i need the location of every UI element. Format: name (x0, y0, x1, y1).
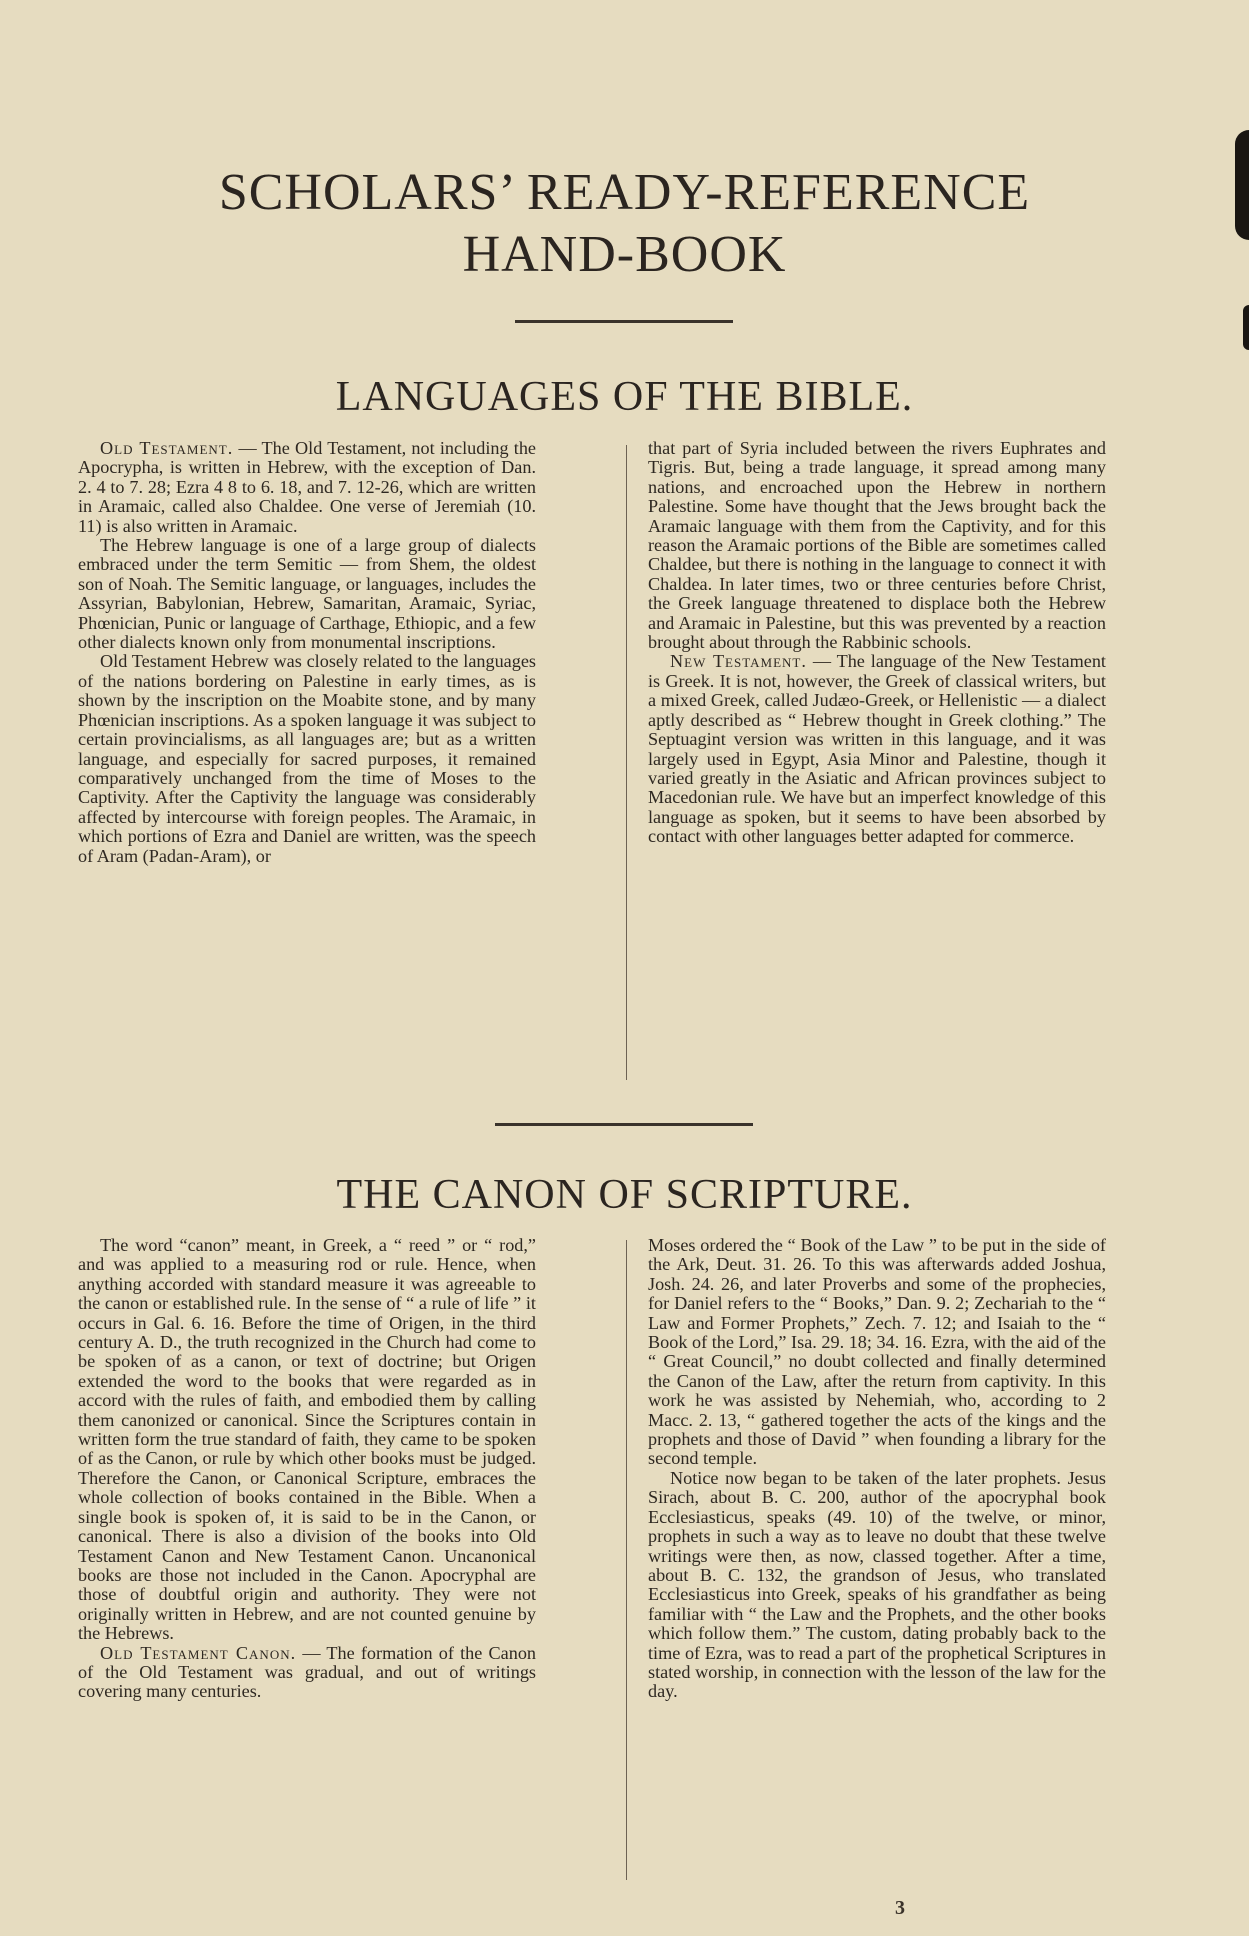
paragraph-lead: Old Testament. (100, 438, 234, 458)
paragraph-text: The Hebrew language is one of a large group of dialects embraced under the term Semitic — from Shem, the oldest son of Noah. The Semitic language, or languages, includes the Assyrian, Babylonian, Hebrew, Samaritan, Aramaic, Syriac, Phœnician, Punic or language of Carthage, Ethiopic, and a few other dialects known only from monumental inscriptions. (78, 535, 536, 653)
book-title-line-2: HAND-BOOK (462, 226, 787, 283)
book-title-line-1: SCHOLARS’ READY-REFERENCE (218, 164, 1031, 221)
paragraph-text: — The formation of the Canon of the Old Testament was gradual, and out of writings covering many centuries. (78, 1642, 537, 1702)
paragraph-text: — The language of the New Testament is Greek. It is not, however, the Greek of classical writers, but a mixed Greek, called Judæo-Greek, or Hellenistic — a dialect aptly described as “ Hebrew thought in Greek clothing.” The Septuagint version was written in this language, and it was largely used in Egypt, Asia Minor and Palestine, though it varied greatly in the Asiatic and African provinces subject to Macedonian rule. We have but an imperfect knowledge of this language as spoken, but it seems to have been absorbed by contact with other languages better adapted for commerce. (648, 651, 1106, 847)
column-divider (626, 1240, 627, 1880)
paragraph-lead: New Testament. (670, 651, 807, 672)
paragraph (648, 439, 1106, 652)
page-edge-shadow-small (1243, 305, 1249, 350)
column-divider (626, 445, 627, 1080)
section-heading-canon: THE CANON OF SCRIPTURE. (336, 1172, 913, 1218)
paragraph (648, 1236, 1106, 1469)
languages-right-column (648, 439, 1106, 847)
paragraph-text: Notice now began to be taken of the later prophets. Jesus Sirach, about B. C. 200, author of the apocryphal book Ecclesiasticus, speaks (49. 10) of the twelve, or minor, prophets in such a way as to leave no doubt that these twelve writings were then, as now, classed together. After a time, about B. C. 132, the grandson of Jesus, who translated Ecclesiasticus into Greek, speaks of his grandfather as being familiar with “ the Law and the Prophets, and the other books which follow them.” The custom, dating probably back to the time of Ezra, was to read a part of the prophetical Scriptures in stated worship, in connection with the lesson of the law for the day. (648, 1467, 1106, 1702)
paragraph (648, 1469, 1106, 1702)
paragraph-text: The word “canon” meant, in Greek, a “ reed ” or “ rod,” and was applied to a measuring rod or rule. Hence, when anything accorded with standard measure it was agreeable to the canon or established rule. In the sense of “ a rule of life ” it occurs in Gal. 6. 16. Before the time of Origen, in the third century A. D., the truth recognized in the Church had come to be spoken of as a canon, or text of doctrine; but Origen extended the word to the books that were regarded as in accord with the rules of faith, and embodied them by calling them canonized or canonical. Since the Scriptures contain in written form the true standard of faith, they came to be spoken of as the Canon, or rule by which other books must be judged. Therefore the Canon, or Canonical Scripture, embraces the whole collection of books contained in the Bible. When a single book is spoken of, it is said to be in the Canon, or canonical. There is also a division of the books into Old Testament Canon and New Testament Canon. Uncanonical books are those not included in the Canon. Apocryphal are those of doubtful origin and authority. They were not originally written in Hebrew, and are not counted genuine by the Hebrews. (78, 1235, 536, 1644)
paragraph-text: — The Old Testament, not including the Apocrypha, is written in Hebrew, with the exception of Dan. 2. 4 to 7. 28; Ezra 4 8 to 6. 18, and 7. 12-26, which are written in Aramaic, called also Chaldee. One verse of Jeremiah (10. 11) is also written in Aramaic. (78, 438, 536, 536)
paragraph-lead: Old Testament Canon. (100, 1642, 297, 1663)
paragraph-text: Moses ordered the “ Book of the Law ” to be put in the side of the Ark, Deut. 31. 26. To this was afterwards added Joshua, Josh. 24. 26, and later Proverbs and some of the prophecies, for Daniel refers to the “ Books,” Dan. 9. 2; Zechariah to the “ Law and Former Prophets,” Zech. 7. 12; and Isaiah to the “ Book of the Lord,” Isa. 29. 18; 34. 16. Ezra, with the aid of the “ Great Council,” no doubt collected and finally determined the Canon of the Law, after the return from captivity. In this work he was assisted by Nehemiah, who, according to 2 Macc. 2. 13, “ gathered together the acts of the kings and the prophets and those of David ” when founding a library for the second temple. (648, 1235, 1106, 1469)
canon-right-column (648, 1236, 1106, 1702)
paragraph (78, 652, 536, 865)
book-title (0, 162, 1249, 286)
paragraph-text: Old Testament Hebrew was closely related to the languages of the nations bordering on Palestine in early times, as is shown by the inscription on the Moabite stone, and by many Phœnician inscriptions. As a spoken language it was subject to certain provincialisms, as all languages are; but as a written language, and especially for sacred purposes, it remained comparatively unchanged from the time of Moses to the Captivity. After the Captivity the language was considerably affected by intercourse with foreign peoples. The Aramaic, in which portions of Ezra and Daniel are written, was the speech of Aram (Padan-Aram), or (78, 651, 536, 866)
paragraph-text: that part of Syria included between the rivers Euphrates and Tigris. But, being a trade language, it spread among many nations, and encroached upon the Hebrew in northern Palestine. Some have thought that the Jews brought back the Aramaic language with them from the Captivity, and for this reason the Aramaic portions of the Bible are sometimes called Chaldee, but there is nothing in the language to connect it with Chaldea. In later times, two or three centuries before Christ, the Greek language threatened to displace both the Hebrew and Aramaic in Palestine, but this was prevented by a reaction brought about through the Rabbinic schools. (648, 438, 1106, 653)
section-heading-languages: LANGUAGES OF THE BIBLE. (335, 374, 914, 420)
paragraph (78, 1236, 536, 1644)
page-number: 3 (895, 1897, 905, 1919)
paragraph (78, 536, 536, 652)
paragraph (78, 1644, 536, 1702)
title-divider (515, 320, 733, 323)
paragraph (648, 652, 1106, 846)
languages-left-column (78, 439, 536, 866)
canon-left-column (78, 1236, 536, 1702)
paragraph (78, 439, 536, 536)
section-divider (495, 1123, 753, 1126)
